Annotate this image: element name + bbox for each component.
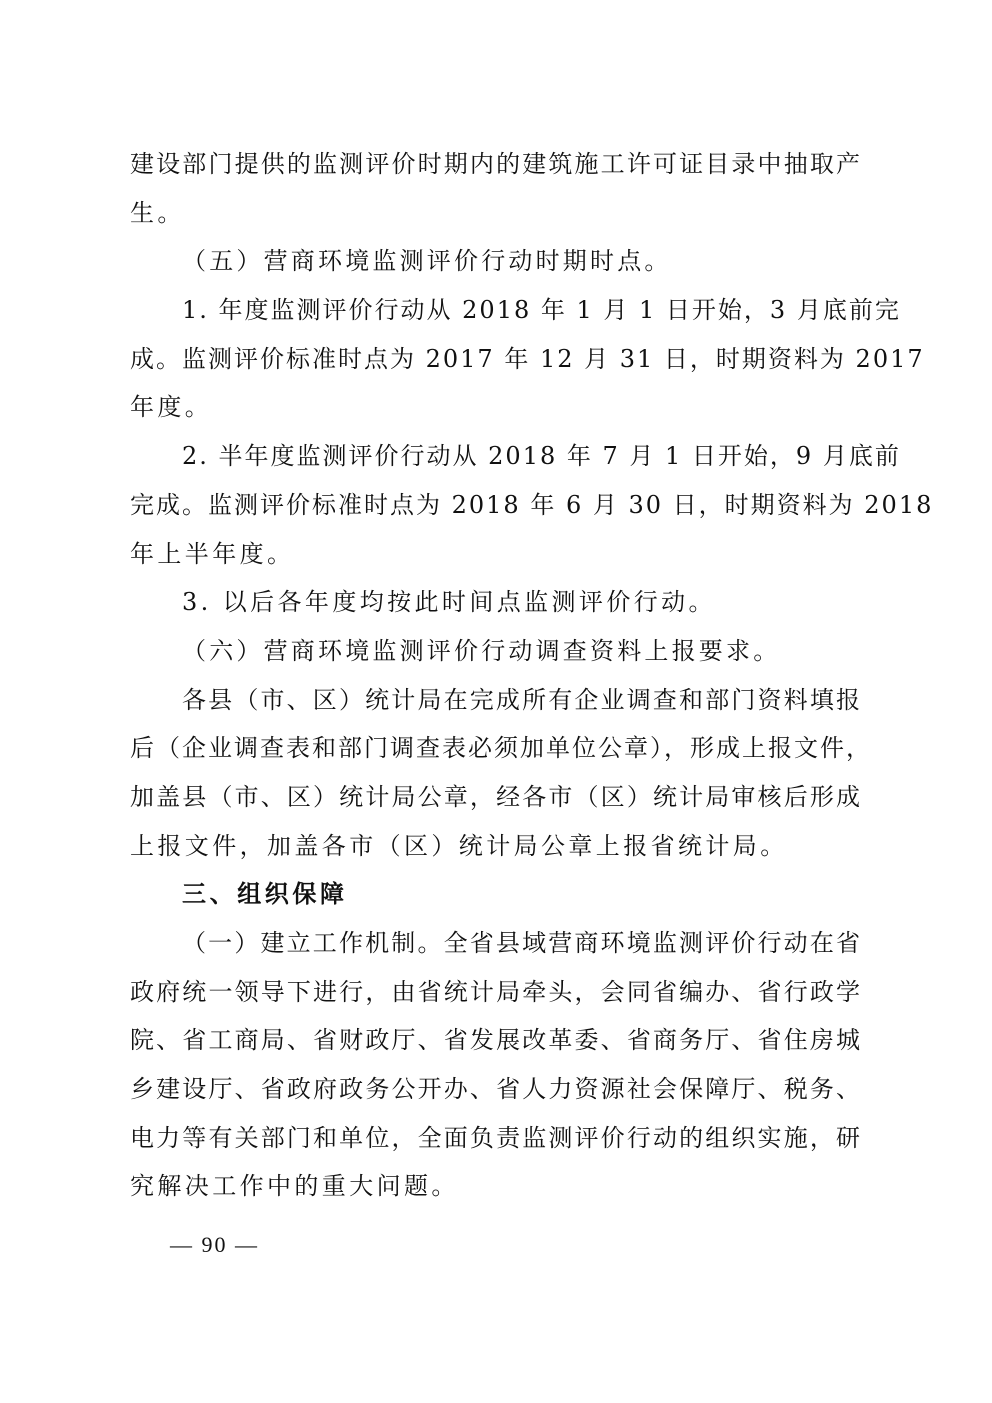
- section-heading-6: （六）营商环境监测评价行动调查资料上报要求。: [182, 636, 781, 665]
- text-line-9: 年上半年度。: [130, 539, 295, 568]
- text-line-1: 建设部门提供的监测评价时期内的建筑施工许可证目录中抽取产: [130, 150, 862, 178]
- section-heading-3: 三、组织保障: [182, 880, 348, 909]
- text-line-22: 究解决工作中的重大问题。: [130, 1172, 459, 1201]
- text-line-5: 成。监测评价标准时点为 2017 年 12 月 31 日，时期资料为 2017: [130, 344, 925, 373]
- text-line-7: 2. 半年度监测评价行动从 2018 年 7 月 1 日开始，9 月底前: [182, 442, 901, 471]
- text-line-17: （一）建立工作机制。全省县域营商环境监测评价行动在省: [182, 929, 862, 957]
- text-line-6: 年度。: [130, 393, 213, 422]
- text-line-10: 3. 以后各年度均按此时间点监测评价行动。: [182, 588, 716, 617]
- text-line-12: 各县（市、区）统计局在完成所有企业调查和部门资料填报: [182, 685, 862, 714]
- text-line-20: 乡建设厅、省政府政务公开办、省人力资源社会保障厅、税务、: [130, 1075, 862, 1104]
- text-line-18: 政府统一领导下进行，由省统计局牵头，会同省编办、省行政学: [130, 977, 862, 1006]
- text-line-13: 后（企业调查表和部门调查表必须加单位公章），形成上报文件，: [130, 734, 872, 763]
- text-line-14: 加盖县（市、区）统计局公章，经各市（区）统计局审核后形成: [130, 782, 862, 811]
- text-line-21: 电力等有关部门和单位，全面负责监测评价行动的组织实施，研: [130, 1123, 862, 1152]
- section-heading-5: （五）营商环境监测评价行动时期时点。: [182, 247, 672, 276]
- text-line-19: 院、省工商局、省财政厅、省发展改革委、省商务厅、省住房城: [130, 1026, 862, 1055]
- text-line-4: 1. 年度监测评价行动从 2018 年 1 月 1 日开始，3 月底前完: [182, 296, 901, 325]
- text-line-2: 生。: [130, 198, 185, 227]
- text-line-8: 完成。监测评价标准时点为 2018 年 6 月 30 日，时期资料为 2018: [130, 490, 934, 519]
- body-text: [130, 140, 934, 1211]
- text-line-15: 上报文件，加盖各市（区）统计局公章上报省统计局。: [130, 831, 788, 860]
- page-number: — 90 —: [170, 1232, 259, 1257]
